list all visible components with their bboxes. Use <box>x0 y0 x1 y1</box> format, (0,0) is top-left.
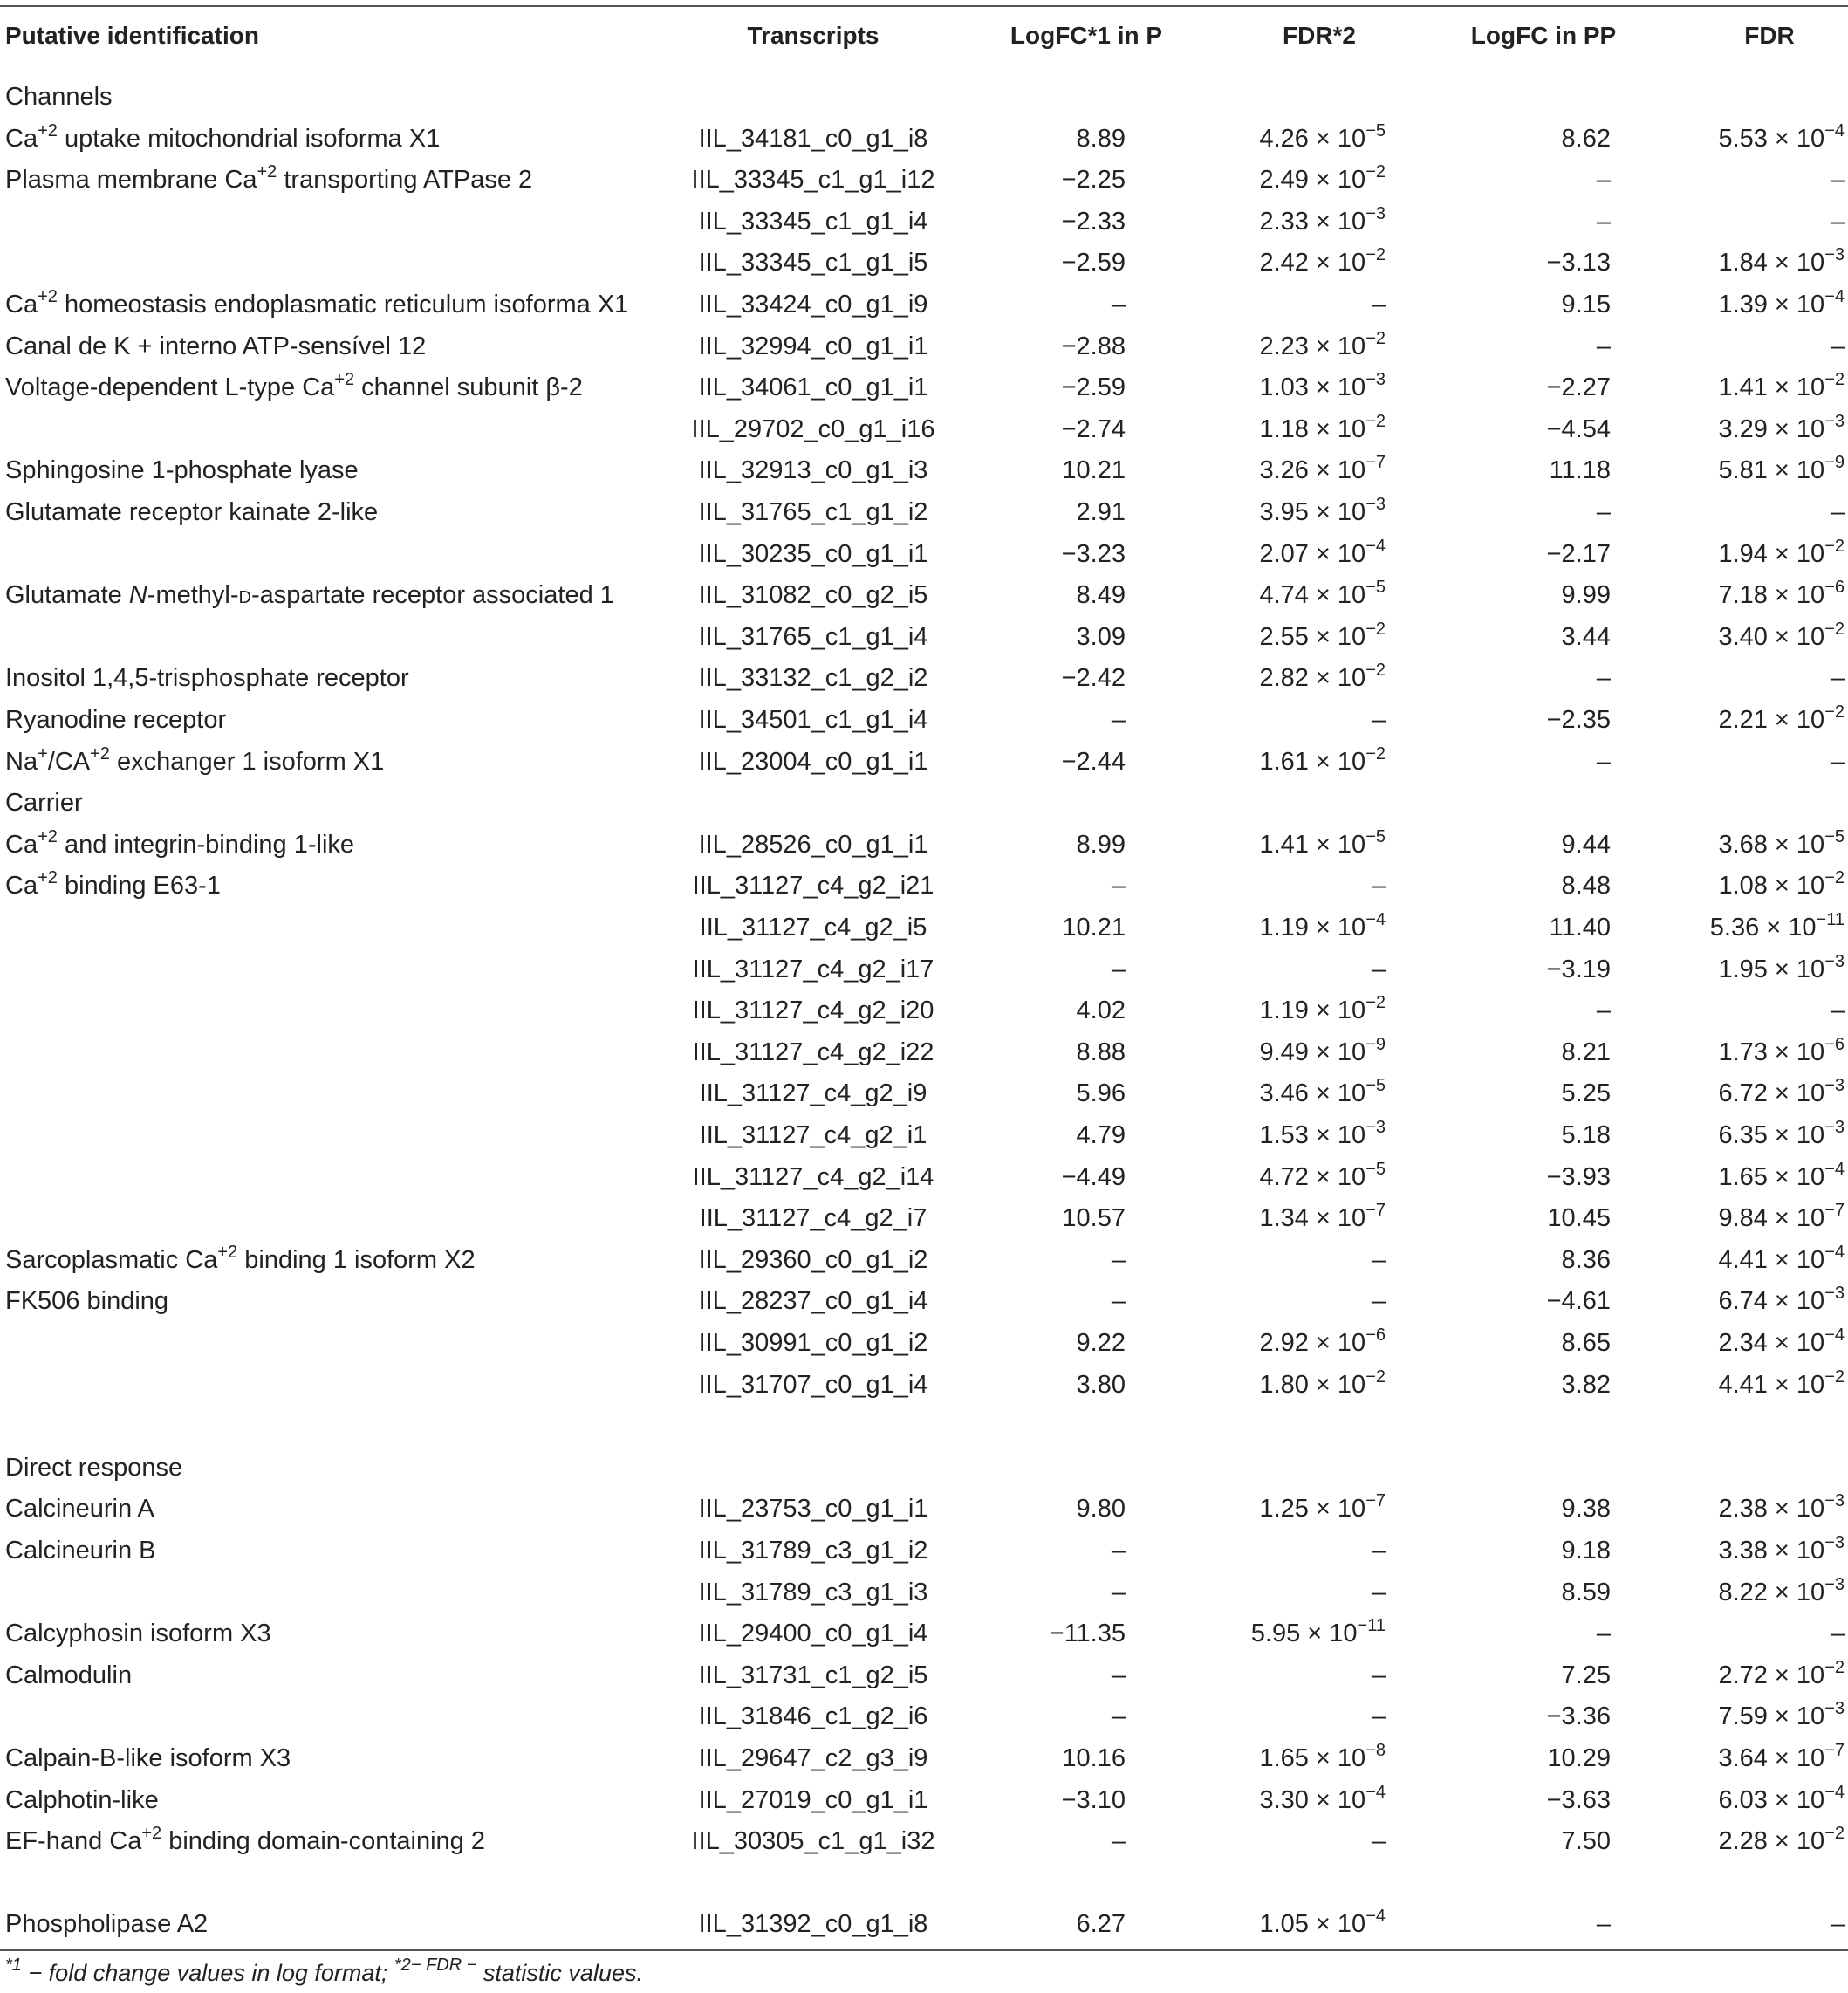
logfc-p-cell: – <box>1111 1702 1126 1731</box>
fdr-p-cell: – <box>1371 1827 1386 1856</box>
transcript-cell: IIL_29400_c0_g1_i4 <box>698 1620 928 1648</box>
fdr-pp-cell: $7.18 \times 10^{-6}$ <box>1718 578 1845 610</box>
logfc-p-cell: – <box>1111 1827 1126 1856</box>
logfc-pp-cell: 11.40 <box>1549 914 1611 942</box>
fdr-pp-cell: $1.08 \times 10^{-2}$ <box>1718 868 1845 901</box>
putative-identification-cell: Calcyphosin isoform X3 <box>5 1620 271 1648</box>
transcript-cell: IIL_34061_c0_g1_i1 <box>698 373 928 402</box>
fdr-pp-cell: $3.40 \times 10^{-2}$ <box>1718 619 1845 651</box>
transcript-cell: IIL_33345_c1_g1_i4 <box>698 207 928 236</box>
transcript-cell: IIL_31127_c4_g2_i5 <box>699 914 927 942</box>
logfc-pp-cell: 7.25 <box>1561 1661 1611 1689</box>
transcript-cell: IIL_29360_c0_g1_i2 <box>698 1245 928 1274</box>
transcript-cell: IIL_31127_c4_g2_i9 <box>699 1079 927 1108</box>
table-row <box>0 575 1848 616</box>
logfc-pp-cell: – <box>1596 996 1611 1025</box>
putative-identification-cell: $Ca^{+2}$ binding E63-1 <box>5 868 221 901</box>
fdr-pp-cell: $5.36 \times 10^{-11}$ <box>1709 910 1845 942</box>
logfc-p-cell: – <box>1111 1245 1126 1274</box>
fdr-pp-cell: – <box>1830 332 1845 360</box>
table-row <box>0 1157 1848 1198</box>
putative-identification-cell: Voltage-dependent L-type $Ca^{+2}$ channel subunit β-2 <box>5 370 583 402</box>
fdr-pp-cell: $6.72 \times 10^{-3}$ <box>1718 1076 1845 1108</box>
fdr-pp-cell: $5.53 \times 10^{-4}$ <box>1718 120 1845 153</box>
header-transcripts: Transcripts <box>747 22 880 49</box>
transcript-cell: IIL_31846_c1_g2_i6 <box>698 1702 928 1731</box>
logfc-pp-cell: 5.18 <box>1561 1121 1611 1149</box>
logfc-pp-cell: – <box>1596 332 1611 360</box>
fdr-pp-cell: $1.73 \times 10^{-6}$ <box>1718 1034 1845 1066</box>
table-row <box>0 1073 1848 1114</box>
putative-identification-cell: EF-hand $Ca^{+2}$ binding domain-containing 2 <box>5 1824 485 1856</box>
fdr-p-cell: $1.34 \times 10^{-7}$ <box>1259 1201 1386 1233</box>
transcript-cell: IIL_30991_c0_g1_i2 <box>698 1329 928 1357</box>
spacer-row <box>0 1406 1848 1447</box>
fdr-pp-cell: – <box>1830 498 1845 526</box>
fdr-p-cell: $1.80 \times 10^{-2}$ <box>1259 1366 1386 1399</box>
fdr-p-cell: – <box>1371 1661 1386 1689</box>
logfc-p-cell: – <box>1111 1578 1126 1606</box>
transcript-cell: IIL_28526_c0_g1_i1 <box>698 830 928 859</box>
logfc-p-cell: – <box>1111 1287 1126 1316</box>
fdr-p-cell: $1.53 \times 10^{-3}$ <box>1259 1118 1386 1149</box>
fdr-p-cell: – <box>1371 872 1386 901</box>
fdr-pp-cell: – <box>1830 166 1845 195</box>
table-row <box>0 1780 1848 1821</box>
transcript-cell: IIL_31392_c0_g1_i8 <box>698 1910 928 1939</box>
transcript-cell: IIL_29647_c2_g3_i9 <box>698 1744 928 1772</box>
fdr-p-cell: $1.18 \times 10^{-2}$ <box>1259 411 1386 443</box>
logfc-pp-cell: −2.35 <box>1546 706 1611 734</box>
fdr-p-cell: $1.19 \times 10^{-4}$ <box>1259 910 1386 942</box>
transcript-cell: IIL_31765_c1_g1_i2 <box>698 498 928 526</box>
transcript-cell: IIL_23753_c0_g1_i1 <box>698 1495 928 1524</box>
logfc-pp-cell: −3.93 <box>1546 1162 1611 1191</box>
fdr-pp-cell: $1.39 \times 10^{-4}$ <box>1718 287 1845 318</box>
fdr-p-cell: – <box>1371 1702 1386 1731</box>
table-row <box>0 1738 1848 1779</box>
fdr-pp-cell: $8.22 \times 10^{-3}$ <box>1718 1574 1845 1606</box>
logfc-p-cell: 2.91 <box>1076 498 1126 526</box>
logfc-p-cell: 4.79 <box>1076 1121 1126 1149</box>
table-row <box>0 326 1848 367</box>
logfc-pp-cell: 9.18 <box>1561 1537 1611 1565</box>
logfc-p-cell: 10.16 <box>1062 1744 1126 1772</box>
logfc-p-cell: 10.21 <box>1062 456 1126 485</box>
putative-identification-cell: Canal de K + interno ATP-sensível 12 <box>5 332 427 360</box>
fdr-pp-cell: $9.84 \times 10^{-7}$ <box>1718 1201 1845 1233</box>
logfc-p-cell: −2.33 <box>1061 207 1126 236</box>
logfc-p-cell: −2.44 <box>1061 747 1126 776</box>
fdr-p-cell: $2.92 \times 10^{-6}$ <box>1259 1325 1386 1357</box>
logfc-pp-cell: −3.63 <box>1546 1785 1611 1814</box>
fdr-pp-cell: $3.68 \times 10^{-5}$ <box>1718 826 1845 859</box>
logfc-p-cell: – <box>1111 1537 1126 1565</box>
logfc-pp-cell: 10.45 <box>1547 1204 1611 1233</box>
logfc-p-cell: 3.80 <box>1076 1370 1126 1399</box>
logfc-pp-cell: – <box>1596 166 1611 195</box>
fdr-pp-cell: $1.65 \times 10^{-4}$ <box>1718 1159 1845 1191</box>
logfc-p-cell: – <box>1111 955 1126 983</box>
fdr-p-cell: $1.61 \times 10^{-2}$ <box>1259 743 1386 776</box>
logfc-p-cell: 10.57 <box>1062 1204 1126 1233</box>
fdr-p-cell: $2.82 \times 10^{-2}$ <box>1259 661 1386 693</box>
logfc-p-cell: 5.96 <box>1076 1079 1126 1108</box>
fdr-pp-cell: $6.35 \times 10^{-3}$ <box>1718 1118 1845 1149</box>
transcript-cell: IIL_30305_c1_g1_i32 <box>691 1827 935 1856</box>
table-row <box>0 1323 1848 1364</box>
logfc-pp-cell: – <box>1596 1620 1611 1648</box>
fdr-pp-cell: – <box>1830 1910 1845 1939</box>
putative-identification-cell: Calpain-B-like isoform X3 <box>5 1744 291 1772</box>
logfc-pp-cell: 9.99 <box>1561 581 1611 610</box>
table-row <box>0 1655 1848 1696</box>
putative-identification-cell: Glutamate N-methyl-d-aspartate receptor associated 1 <box>5 581 614 610</box>
table-row <box>0 1281 1848 1322</box>
fdr-pp-cell: $5.81 \times 10^{-9}$ <box>1718 453 1845 485</box>
fdr-p-cell: $1.65 \times 10^{-8}$ <box>1259 1741 1386 1772</box>
logfc-pp-cell: 3.44 <box>1561 622 1611 651</box>
fdr-p-cell: $2.07 \times 10^{-4}$ <box>1259 536 1386 568</box>
fdr-pp-cell: – <box>1830 996 1845 1025</box>
logfc-pp-cell: 7.50 <box>1561 1827 1611 1856</box>
header-logfc-pp: LogFC in PP <box>1470 22 1617 49</box>
logfc-p-cell: −2.42 <box>1061 664 1126 693</box>
table-row <box>0 534 1848 575</box>
table-row <box>0 1115 1848 1156</box>
section-label: Channels <box>5 83 113 111</box>
logfc-pp-cell: 8.21 <box>1561 1038 1611 1066</box>
logfc-pp-cell: 9.44 <box>1561 830 1611 859</box>
fdr-p-cell: $1.03 \times 10^{-3}$ <box>1259 370 1386 402</box>
table-row <box>0 243 1848 284</box>
fdr-p-cell: $1.25 \times 10^{-7}$ <box>1259 1491 1386 1524</box>
table-row <box>0 1821 1848 1862</box>
logfc-p-cell: – <box>1111 706 1126 734</box>
table-row <box>0 617 1848 658</box>
table-row <box>0 1613 1848 1654</box>
logfc-p-cell: 9.22 <box>1076 1329 1126 1357</box>
fdr-pp-cell: $3.29 \times 10^{-3}$ <box>1718 411 1845 443</box>
logfc-pp-cell: – <box>1596 498 1611 526</box>
table-row <box>0 658 1848 699</box>
table-row <box>0 700 1848 741</box>
table-row <box>0 1240 1848 1281</box>
table-row <box>0 1198 1848 1239</box>
table-row <box>0 1489 1848 1530</box>
fdr-p-cell: $4.72 \times 10^{-5}$ <box>1259 1159 1386 1191</box>
logfc-pp-cell: −4.61 <box>1546 1287 1611 1316</box>
spacer-row <box>0 1863 1848 1904</box>
fdr-pp-cell: $6.03 \times 10^{-4}$ <box>1718 1782 1845 1814</box>
fdr-p-cell: – <box>1371 706 1386 734</box>
table-row <box>0 1365 1848 1406</box>
fdr-p-cell: $3.26 \times 10^{-7}$ <box>1259 453 1386 485</box>
transcript-cell: IIL_31731_c1_g2_i5 <box>698 1661 928 1689</box>
fdr-p-cell: $2.33 \times 10^{-3}$ <box>1259 203 1386 236</box>
table-row <box>0 866 1848 907</box>
logfc-p-cell: 3.09 <box>1076 622 1126 651</box>
fdr-pp-cell: $2.34 \times 10^{-4}$ <box>1718 1325 1845 1357</box>
logfc-p-cell: −2.25 <box>1061 166 1126 195</box>
putative-identification-cell: Sarcoplasmatic $Ca^{+2}$ binding 1 isoform X2 <box>5 1242 476 1274</box>
transcript-cell: IIL_31127_c4_g2_i7 <box>699 1204 927 1233</box>
putative-identification-cell: Calcineurin A <box>5 1495 154 1524</box>
transcript-cell: IIL_33345_c1_g1_i12 <box>691 166 935 195</box>
fdr-p-cell: $4.26 \times 10^{-5}$ <box>1259 120 1386 153</box>
header-fdr-pp: FDR <box>1744 22 1795 49</box>
logfc-p-cell: 10.21 <box>1062 914 1126 942</box>
putative-identification-cell: $Na^+/CA^{+2}$ exchanger 1 isoform X1 <box>5 743 385 776</box>
putative-identification-cell: $Ca^{+2}$ and integrin-binding 1-like <box>5 826 355 859</box>
fdr-pp-cell: $3.38 \times 10^{-3}$ <box>1718 1533 1845 1565</box>
logfc-pp-cell: – <box>1596 207 1611 236</box>
logfc-p-cell: −2.88 <box>1061 332 1126 360</box>
table-row <box>0 825 1848 866</box>
table-row <box>0 949 1848 990</box>
logfc-pp-cell: −3.36 <box>1546 1702 1611 1731</box>
putative-identification-cell: Sphingosine 1-phosphate lyase <box>5 456 359 485</box>
transcript-cell: IIL_31127_c4_g2_i1 <box>699 1121 927 1149</box>
putative-identification-cell: Calmodulin <box>5 1661 133 1689</box>
logfc-pp-cell: 10.29 <box>1547 1744 1611 1772</box>
transcript-cell: IIL_31789_c3_g1_i3 <box>698 1578 928 1606</box>
table-row <box>0 284 1848 325</box>
header-logfc-p: LogFC*1 in P <box>1010 22 1163 49</box>
fdr-pp-cell: $2.28 \times 10^{-2}$ <box>1718 1824 1845 1856</box>
transcript-cell: IIL_31127_c4_g2_i17 <box>692 955 934 983</box>
fdr-pp-cell: $4.41 \times 10^{-2}$ <box>1718 1366 1845 1399</box>
table-row <box>0 907 1848 949</box>
transcript-cell: IIL_30235_c0_g1_i1 <box>698 539 928 568</box>
logfc-pp-cell: 9.15 <box>1561 291 1611 318</box>
fdr-p-cell: $5.95 \times 10^{-11}$ <box>1250 1616 1386 1648</box>
section-label: Direct response <box>5 1453 183 1482</box>
logfc-p-cell: 9.80 <box>1076 1495 1126 1524</box>
logfc-pp-cell: −3.13 <box>1546 249 1611 277</box>
transcript-cell: IIL_34181_c0_g1_i8 <box>698 124 928 153</box>
fdr-pp-cell: $3.64 \times 10^{-7}$ <box>1718 1741 1845 1772</box>
fdr-p-cell: – <box>1371 1245 1386 1274</box>
fdr-p-cell: $2.42 \times 10^{-2}$ <box>1259 245 1386 277</box>
logfc-p-cell: 6.27 <box>1076 1910 1126 1939</box>
fdr-pp-cell: $1.95 \times 10^{-3}$ <box>1718 951 1845 983</box>
fdr-p-cell: $2.23 \times 10^{-2}$ <box>1259 328 1386 360</box>
transcript-cell: IIL_31127_c4_g2_i14 <box>692 1162 934 1191</box>
logfc-pp-cell: 8.36 <box>1561 1245 1611 1274</box>
fdr-pp-cell: – <box>1830 207 1845 236</box>
fdr-p-cell: $3.95 \times 10^{-3}$ <box>1259 495 1386 526</box>
logfc-p-cell: – <box>1111 291 1126 318</box>
putative-identification-cell: Calphotin-like <box>5 1785 159 1814</box>
fdr-p-cell: $1.05 \times 10^{-4}$ <box>1259 1907 1386 1939</box>
fdr-pp-cell: $7.59 \times 10^{-3}$ <box>1718 1699 1845 1731</box>
fdr-p-cell: – <box>1371 1578 1386 1606</box>
fdr-pp-cell: – <box>1830 747 1845 776</box>
table-row <box>0 202 1848 243</box>
putative-identification-cell: Inositol 1,4,5-trisphosphate receptor <box>5 664 409 693</box>
logfc-p-cell: – <box>1111 872 1126 901</box>
fdr-pp-cell: $2.21 \times 10^{-2}$ <box>1718 702 1845 734</box>
logfc-p-cell: −11.35 <box>1049 1620 1126 1648</box>
putative-identification-cell: FK506 binding <box>5 1287 169 1316</box>
table-row <box>0 990 1848 1031</box>
table-row <box>0 1531 1848 1572</box>
logfc-pp-cell: −4.54 <box>1546 414 1611 443</box>
fdr-p-cell: – <box>1371 955 1386 983</box>
section-label: Carrier <box>5 789 83 818</box>
logfc-p-cell: −2.74 <box>1061 414 1126 443</box>
section-row <box>0 77 1848 118</box>
section-row <box>0 783 1848 824</box>
logfc-p-cell: 4.02 <box>1076 996 1126 1025</box>
fdr-pp-cell: $1.94 \times 10^{-2}$ <box>1718 536 1845 568</box>
putative-identification-cell: $Ca^{+2}$ homeostasis endoplasmatic reticulum isoforma X1 <box>5 287 629 318</box>
logfc-pp-cell: 3.82 <box>1561 1370 1611 1399</box>
putative-identification-cell: Plasma membrane $Ca^{+2}$ transporting ATPase 2 <box>5 162 533 195</box>
bottom-rule <box>0 1949 1848 1951</box>
transcript-cell: IIL_33132_c1_g2_i2 <box>698 664 928 693</box>
table-row <box>0 1032 1848 1073</box>
transcript-cell: IIL_27019_c0_g1_i1 <box>698 1785 928 1814</box>
logfc-pp-cell: – <box>1596 1910 1611 1939</box>
logfc-pp-cell: 8.59 <box>1561 1578 1611 1606</box>
table-row <box>0 450 1848 491</box>
section-row <box>0 1448 1848 1489</box>
transcript-cell: IIL_31127_c4_g2_i21 <box>692 872 934 901</box>
header-fdr-p: FDR*2 <box>1282 22 1357 49</box>
table-row <box>0 1696 1848 1737</box>
transcript-cell: IIL_32994_c0_g1_i1 <box>698 332 928 360</box>
logfc-pp-cell: −3.19 <box>1546 955 1611 983</box>
transcript-cell: IIL_32913_c0_g1_i3 <box>698 456 928 485</box>
transcript-cell: IIL_31127_c4_g2_i22 <box>692 1038 934 1066</box>
table-row <box>0 119 1848 160</box>
logfc-p-cell: −2.59 <box>1061 249 1126 277</box>
fdr-p-cell: $3.46 \times 10^{-5}$ <box>1259 1076 1386 1108</box>
logfc-pp-cell: −2.17 <box>1546 539 1611 568</box>
fdr-pp-cell: $6.74 \times 10^{-3}$ <box>1718 1284 1845 1316</box>
table-footnote: $^{*1}$ − fold change values in log format; $^{*2- FDR -}$ statistic values. <box>5 1955 643 1986</box>
logfc-pp-cell: 9.38 <box>1561 1495 1611 1524</box>
fdr-p-cell: $1.19 \times 10^{-2}$ <box>1259 993 1386 1025</box>
logfc-pp-cell: 8.62 <box>1561 124 1611 153</box>
table-row <box>0 160 1848 201</box>
fdr-p-cell: – <box>1371 1287 1386 1316</box>
logfc-p-cell: 8.89 <box>1076 124 1126 153</box>
logfc-p-cell: 8.49 <box>1076 581 1126 610</box>
fdr-p-cell: $1.41 \times 10^{-5}$ <box>1259 826 1386 859</box>
transcript-cell: IIL_23004_c0_g1_i1 <box>698 747 928 776</box>
transcript-cell: IIL_29702_c0_g1_i16 <box>691 414 935 443</box>
fdr-pp-cell: – <box>1830 1620 1845 1648</box>
transcript-cell: IIL_31765_c1_g1_i4 <box>698 622 928 651</box>
logfc-p-cell: −3.10 <box>1061 1785 1126 1814</box>
table-row <box>0 492 1848 533</box>
fdr-pp-cell: $4.41 \times 10^{-4}$ <box>1718 1242 1845 1274</box>
logfc-pp-cell: 5.25 <box>1561 1079 1611 1108</box>
table-row <box>0 367 1848 408</box>
logfc-pp-cell: −2.27 <box>1546 373 1611 402</box>
table-row <box>0 1572 1848 1613</box>
logfc-p-cell: 8.99 <box>1076 830 1126 859</box>
logfc-p-cell: −3.23 <box>1061 539 1126 568</box>
logfc-pp-cell: 8.65 <box>1561 1329 1611 1357</box>
putative-identification-cell: Phospholipase A2 <box>5 1910 209 1939</box>
logfc-pp-cell: – <box>1596 747 1611 776</box>
fdr-pp-cell: $1.84 \times 10^{-3}$ <box>1718 245 1845 277</box>
fdr-p-cell: $9.49 \times 10^{-9}$ <box>1259 1034 1386 1066</box>
transcript-cell: IIL_28237_c0_g1_i4 <box>698 1287 928 1316</box>
table-row <box>0 742 1848 783</box>
transcript-cell: IIL_31082_c0_g2_i5 <box>698 581 928 610</box>
table-row <box>0 1904 1848 1945</box>
fdr-pp-cell: – <box>1830 664 1845 693</box>
header-putative-identification: Putative identification <box>5 22 259 49</box>
logfc-pp-cell: – <box>1596 664 1611 693</box>
fdr-p-cell: $2.49 \times 10^{-2}$ <box>1259 162 1386 195</box>
transcript-cell: IIL_33345_c1_g1_i5 <box>698 249 928 277</box>
fdr-p-cell: – <box>1371 1537 1386 1565</box>
fdr-pp-cell: $2.72 \times 10^{-2}$ <box>1718 1657 1845 1689</box>
top-rule <box>0 5 1848 7</box>
putative-identification-cell: Ryanodine receptor <box>5 706 227 734</box>
logfc-p-cell: −4.49 <box>1061 1162 1126 1191</box>
transcript-cell: IIL_33424_c0_g1_i9 <box>698 291 928 318</box>
logfc-pp-cell: 8.48 <box>1561 872 1611 901</box>
transcript-cell: IIL_31127_c4_g2_i20 <box>692 996 934 1025</box>
transcript-cell: IIL_34501_c1_g1_i4 <box>698 706 928 734</box>
putative-identification-cell: Glutamate receptor kainate 2-like <box>5 498 379 526</box>
transcript-cell: IIL_31707_c0_g1_i4 <box>698 1370 928 1399</box>
fdr-pp-cell: $1.41 \times 10^{-2}$ <box>1718 370 1845 402</box>
logfc-p-cell: – <box>1111 1661 1126 1689</box>
fdr-p-cell: $4.74 \times 10^{-5}$ <box>1259 578 1386 610</box>
table-header-row <box>0 15 1848 56</box>
table-row <box>0 409 1848 450</box>
logfc-pp-cell: 11.18 <box>1549 456 1611 485</box>
putative-identification-cell: $Ca^{+2}$ uptake mitochondrial isoforma X1 <box>5 120 441 153</box>
fdr-pp-cell: $2.38 \times 10^{-3}$ <box>1718 1491 1845 1524</box>
logfc-p-cell: −2.59 <box>1061 373 1126 402</box>
putative-identification-cell: Calcineurin B <box>5 1537 156 1565</box>
fdr-p-cell: – <box>1371 291 1386 318</box>
fdr-p-cell: $2.55 \times 10^{-2}$ <box>1259 619 1386 651</box>
transcript-cell: IIL_31789_c3_g1_i2 <box>698 1537 928 1565</box>
logfc-p-cell: 8.88 <box>1076 1038 1126 1066</box>
fdr-p-cell: $3.30 \times 10^{-4}$ <box>1259 1782 1386 1814</box>
